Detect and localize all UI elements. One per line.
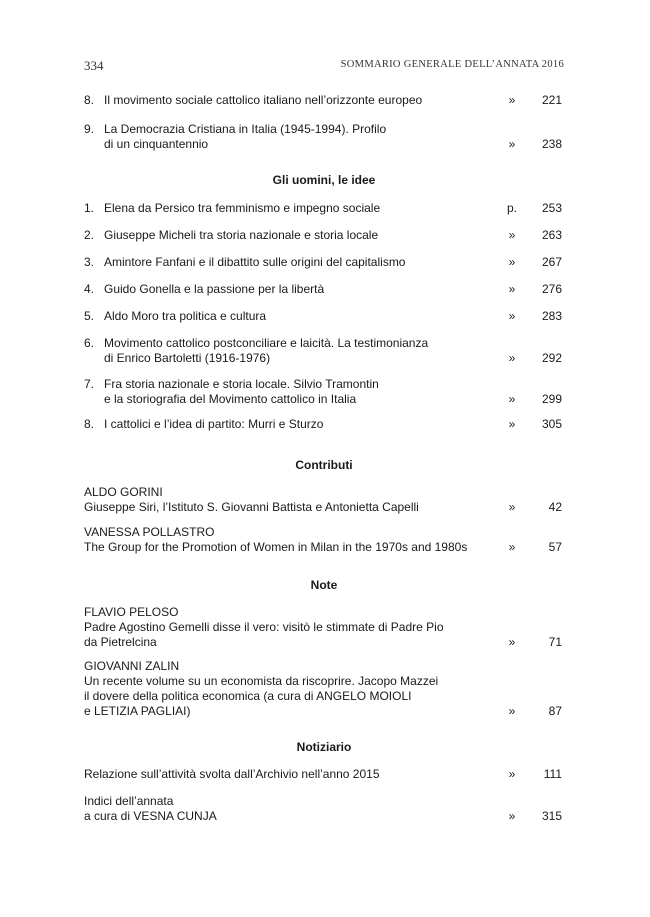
entry-number: 7. [84,377,95,391]
entry-title-line: Guido Gonella e la passione per la libertà [104,282,325,296]
ditto-mark: » [508,309,516,323]
entry-number: 8. [84,417,95,431]
entry-number: 6. [84,336,95,350]
entry-page-number: 267 [541,255,562,269]
entry-number: 2. [84,228,95,242]
entry-page-number: 71 [548,635,562,649]
entry-title-line: il dovere della politica economica (a cura di ANGELO MOIOLI [84,689,412,703]
ditto-mark: » [508,255,516,269]
entry-title-line: e LETIZIA PAGLIAI) [84,704,191,718]
entry-title [104,93,422,108]
ditto-mark: » [508,500,516,514]
section-heading: Notiziario [296,740,352,754]
entry-title [104,417,323,432]
ditto-mark: » [508,540,516,554]
entry-title-line: Giuseppe Micheli tra storia nazionale e storia locale [104,228,379,242]
entry-title-line: Movimento cattolico postconciliare e laicità. La testimonianza [104,336,429,350]
entry-title-line: a cura di VESNA CUNJA [84,809,217,823]
entry-title-line: Aldo Moro tra politica e cultura [104,309,267,323]
entry-number: 9. [84,122,95,136]
section-heading: Contributi [295,458,353,472]
entry-page-number: 276 [541,282,562,296]
entry-title [84,525,467,555]
entry-title [104,201,380,216]
page-number: 334 [84,58,104,73]
entry-author: GIOVANNI ZALIN [84,659,180,673]
entry-title-line: Indici dell’annata [84,794,174,808]
ditto-mark: » [508,704,516,718]
ditto-mark: » [508,809,516,823]
entry-title-line: da Pietrelcina [84,635,157,649]
entry-title-line: Un recente volume su un economista da riscoprire. Jacopo Mazzei [84,674,439,688]
ditto-mark: » [508,282,516,296]
section-heading: Gli uomini, le idee [272,173,376,187]
entry-title [104,255,405,270]
entry-title-line: Amintore Fanfani e il dibattito sulle origini del capitalismo [104,255,406,269]
entry-title-line: Padre Agostino Gemelli disse il vero: visitò le stimmate di Padre Pio [84,620,444,634]
running-title: SOMMARIO GENERALE DELL’ANNATA 2016 [340,59,564,70]
entry-page-number: 292 [541,351,562,365]
entry-title [84,767,380,782]
entry-title [84,659,438,719]
entry-author: VANESSA POLLASTRO [84,525,215,539]
entry-title [104,282,324,297]
ditto-mark: » [508,767,516,781]
page-prefix: p. [506,201,517,215]
entry-number: 3. [84,255,95,269]
entry-page-number: 263 [541,228,562,242]
entry-number: 1. [84,201,95,215]
entry-page-number: 221 [541,93,562,107]
section-heading: Note [310,578,338,592]
entry-title [104,309,266,324]
ditto-mark: » [508,417,516,431]
entry-title-line: Giuseppe Siri, l’Istituto S. Giovanni Battista e Antonietta Capelli [84,500,419,514]
entry-title [104,122,386,152]
entry-page-number: 111 [543,767,562,781]
entry-page-number: 42 [548,500,562,514]
entry-title-line: Fra storia nazionale e storia locale. Silvio Tramontin [104,377,379,391]
entry-author: FLAVIO PELOSO [84,605,179,619]
entry-page-number: 253 [541,201,562,215]
entry-title-line: Relazione sull’attività svolta dall’Archivio nell’anno 2015 [84,767,380,781]
entry-page-number: 238 [541,137,562,151]
ditto-mark: » [508,93,516,107]
entry-title-line: La Democrazia Cristiana in Italia (1945-1994). Profilo [104,122,387,136]
running-header [84,58,564,76]
entry-title [84,485,419,515]
entry-title-line: Il movimento sociale cattolico italiano nell’orizzonte europeo [104,93,423,107]
entry-page-number: 299 [541,392,562,406]
entry-number: 5. [84,309,95,323]
entry-title [84,605,444,650]
entry-title-line: I cattolici e l’idea di partito: Murri e Sturzo [104,417,324,431]
entry-title [84,794,217,824]
entry-number: 8. [84,93,95,107]
entry-title [104,377,379,407]
entry-page-number: 305 [541,417,562,431]
entry-title [104,336,428,366]
entry-title-line: The Group for the Promotion of Women in Milan in the 1970s and 1980s [84,540,468,554]
entry-page-number: 87 [548,704,562,718]
ditto-mark: » [508,635,516,649]
ditto-mark: » [508,392,516,406]
entry-title-line: di Enrico Bartoletti (1916-1976) [104,351,271,365]
entry-page-number: 57 [548,540,562,554]
ditto-mark: » [508,228,516,242]
entry-title-line: e la storiografia del Movimento cattolico in Italia [104,392,357,406]
entry-title-line: Elena da Persico tra femminismo e impegno sociale [104,201,381,215]
entry-number: 4. [84,282,95,296]
entry-title-line: di un cinquantennio [104,137,209,151]
entry-author: ALDO GORINI [84,485,163,499]
ditto-mark: » [508,351,516,365]
entry-title [104,228,378,243]
entry-page-number: 283 [541,309,562,323]
ditto-mark: » [508,137,516,151]
entry-page-number: 315 [541,809,562,823]
